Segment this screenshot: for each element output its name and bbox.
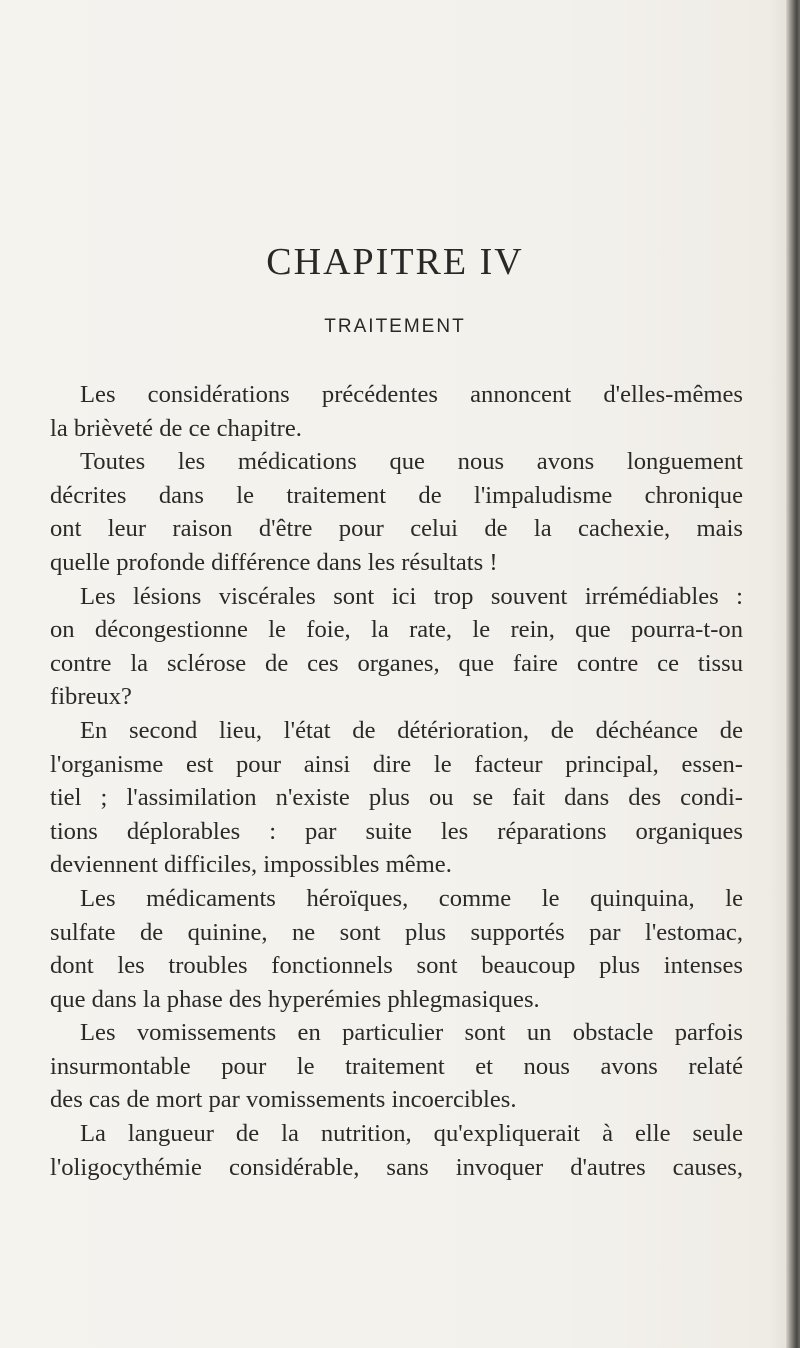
text-line: insurmontable pour le traitement et nous avons relaté [50, 1052, 743, 1080]
body-text [50, 378, 743, 1184]
text-line: Les vomissements en particulier sont un obstacle parfois [80, 1019, 743, 1047]
text-line: Les considérations précédentes annoncent d'elles-mêmes [80, 381, 743, 408]
text-line: Toutes les médications que nous avons longuement [80, 448, 743, 476]
chapter-title: CHAPITRE IV [266, 241, 524, 283]
text-line: fibreux? [50, 683, 132, 711]
text-line: En second lieu, l'état de détérioration, de déchéance de [80, 716, 743, 744]
text-line: tiel ; l'assimilation n'existe plus ou se fait dans des condi- [50, 784, 743, 812]
text-line: ont leur raison d'être pour celui de la cachexie, mais [50, 515, 743, 543]
text-line: quelle profonde différence dans les résultats ! [50, 548, 498, 576]
text-line: l'oligocythémie considérable, sans invoquer d'autres causes, [50, 1153, 743, 1181]
text-line: contre la sclérose de ces organes, que faire contre ce tissu [50, 649, 743, 677]
text-line: Les lésions viscérales sont ici trop souvent irrémédiables : [80, 582, 743, 610]
text-line: on décongestionne le foie, la rate, le rein, que pourra-t-on [50, 616, 743, 644]
text-line: l'organisme est pour ainsi dire le facteur principal, essen- [50, 750, 743, 778]
text-line: des cas de mort par vomissements incoercibles. [50, 1086, 517, 1114]
text-line: dont les troubles fonctionnels sont beaucoup plus intenses [50, 952, 743, 980]
section-title: TRAITEMENT [324, 316, 466, 337]
text-line: Les médicaments héroïques, comme le quinquina, le [80, 884, 743, 912]
text-line: que dans la phase des hyperémies phlegmasiques. [50, 985, 540, 1013]
page-edge-shadow [786, 0, 800, 1348]
text-line: la brièveté de ce chapitre. [50, 414, 302, 442]
text-line: La langueur de la nutrition, qu'expliquerait à elle seule [80, 1120, 743, 1148]
text-line: tions déplorables : par suite les réparations organiques [50, 817, 743, 845]
text-line: décrites dans le traitement de l'impaludisme chronique [50, 481, 743, 509]
text-line: deviennent difficiles, impossibles même. [50, 851, 452, 879]
text-line: sulfate de quinine, ne sont plus supportés par l'estomac, [50, 918, 743, 946]
